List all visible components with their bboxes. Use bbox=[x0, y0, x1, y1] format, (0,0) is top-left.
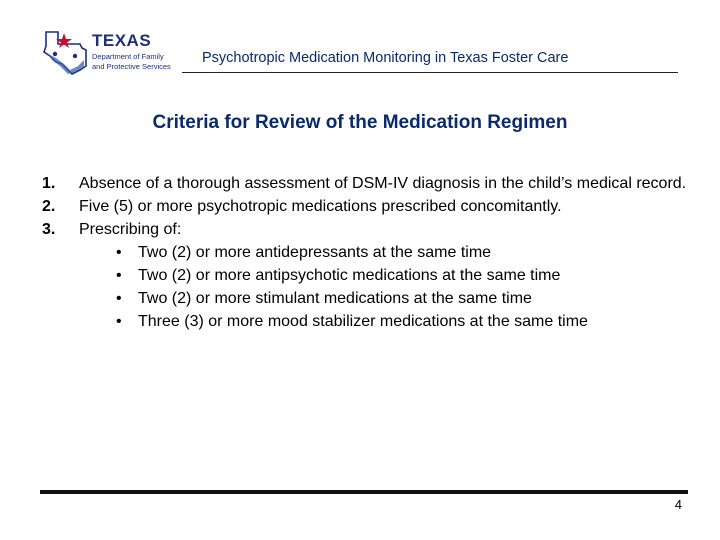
sub-list-item bbox=[42, 241, 692, 264]
sub-list-item bbox=[42, 287, 692, 310]
criteria-text: Absence of a thorough assessment of DSM-IV diagnosis in the child’s medical record. bbox=[79, 175, 687, 192]
sub-list-text: Two (2) or more antipsychotic medications at the same time bbox=[138, 267, 561, 284]
criteria-number: 2. bbox=[42, 198, 56, 215]
footer-divider bbox=[40, 490, 688, 494]
header-title: Psychotropic Medication Monitoring in Texas Foster Care bbox=[202, 50, 569, 66]
logo-line-2: and Protective Services bbox=[92, 62, 171, 71]
sub-list-text: Three (3) or more mood stabilizer medications at the same time bbox=[138, 313, 588, 330]
criteria-text: Five (5) or more psychotropic medications prescribed concomitantly. bbox=[79, 198, 562, 215]
criteria-number: 1. bbox=[42, 175, 56, 192]
page-number: 4 bbox=[674, 497, 682, 512]
bullet-icon: • bbox=[116, 267, 122, 284]
criteria-item bbox=[42, 218, 692, 241]
header-divider bbox=[182, 72, 678, 73]
bullet-icon: • bbox=[116, 313, 122, 330]
logo-brand: TEXAS bbox=[92, 31, 152, 50]
sub-list-text: Two (2) or more antidepressants at the same time bbox=[138, 244, 492, 261]
criteria-text: Prescribing of: bbox=[79, 221, 182, 238]
sub-list-item bbox=[42, 264, 692, 287]
bullet-icon: • bbox=[116, 244, 122, 261]
criteria-item bbox=[42, 172, 692, 195]
criteria-number: 3. bbox=[42, 221, 56, 238]
criteria-list bbox=[42, 172, 692, 333]
sub-list-text: Two (2) or more stimulant medications at the same time bbox=[138, 290, 532, 307]
bullet-icon: • bbox=[116, 290, 122, 307]
slide-title-text: Criteria for Review of the Medication Regimen bbox=[152, 112, 568, 133]
prescribing-sub-list bbox=[42, 241, 692, 333]
sub-list-item bbox=[42, 310, 692, 333]
slide-title bbox=[0, 112, 720, 134]
logo-line-1: Department of Family bbox=[92, 52, 164, 61]
dfps-logo bbox=[42, 30, 184, 76]
criteria-item bbox=[42, 195, 692, 218]
